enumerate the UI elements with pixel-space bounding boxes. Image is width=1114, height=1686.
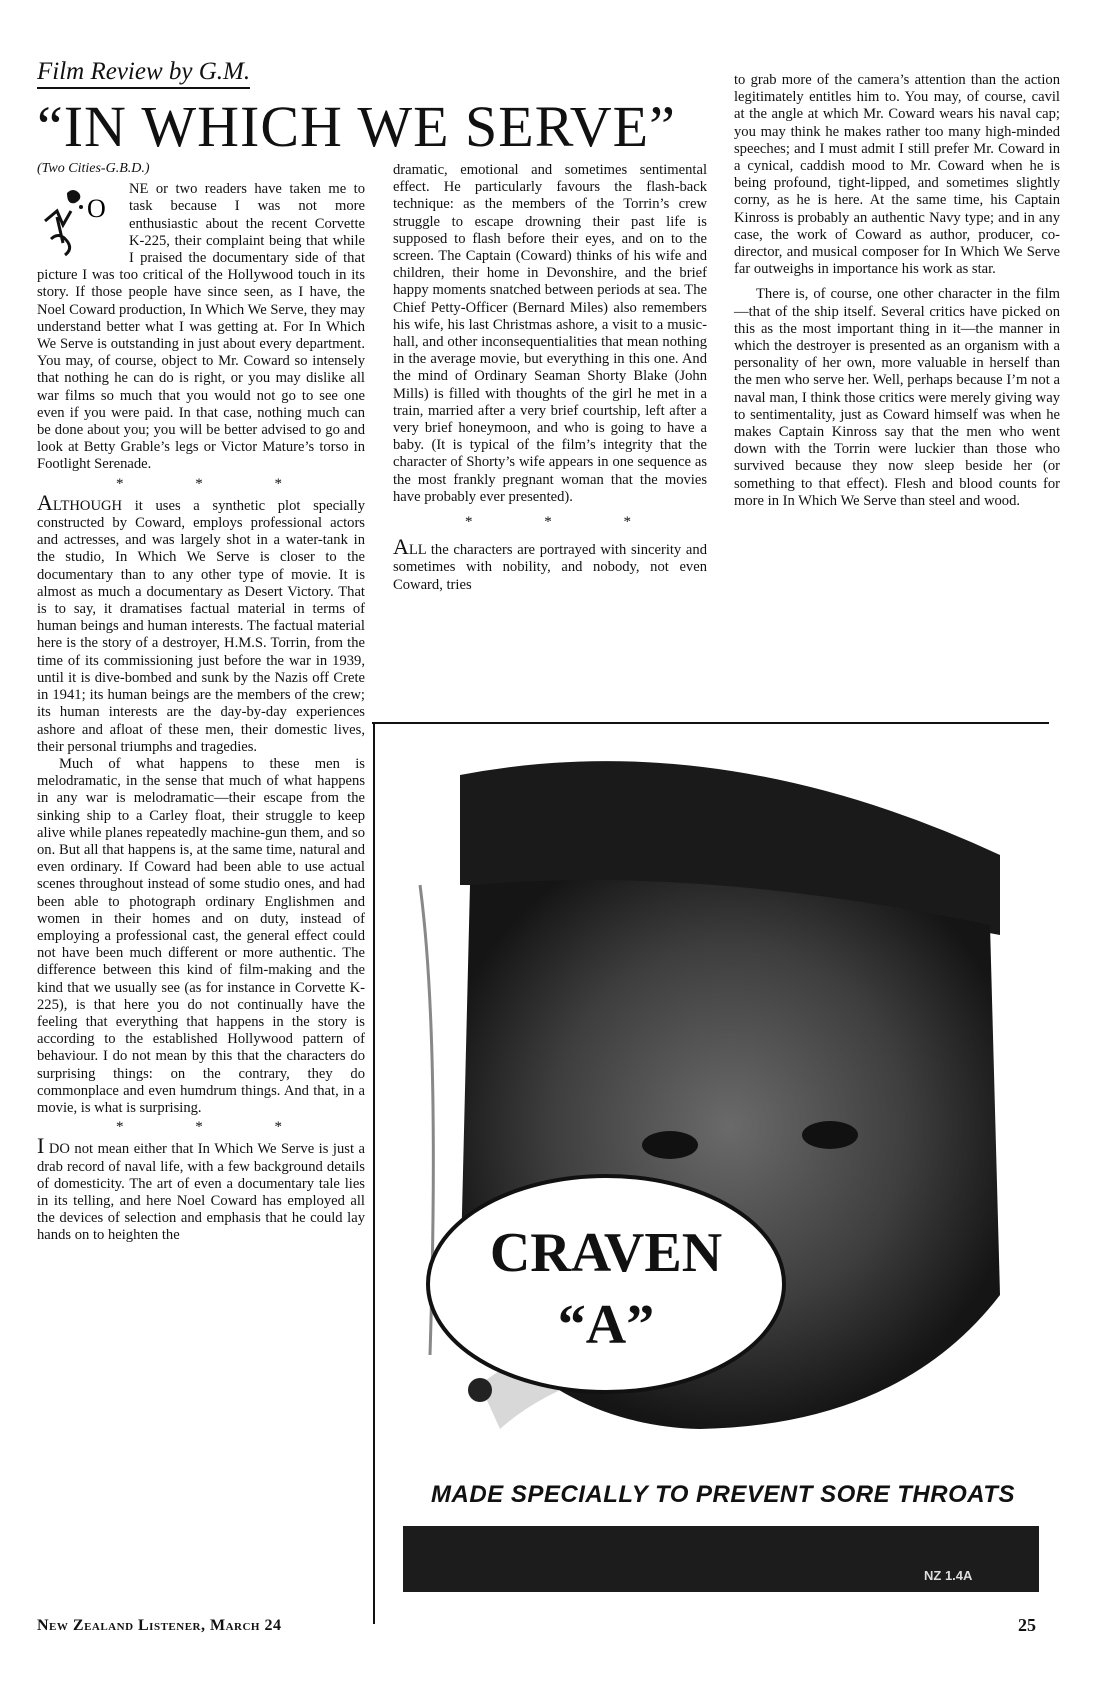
brand-letter: “A” [557,1294,655,1356]
review-kicker: Film Review by G.M. [37,58,250,89]
brand-oval [428,1176,784,1392]
paragraph-text: LTHOUGH it uses a synthetic plot specially constructed by Coward, employs professional actors and actresses, and was largely shot in a water-tank in the studio, In Which We Serve is closer to the documentary than to any other type of movie. It is almost as much a documentary as Desert Victory. That is to say, it dramatises factual material in terms of human beings and human interests. The factual material here is the story of a destroyer, H.M.S. Torrin, from the time of its commissioning just before the war in 1939, until it is dive-bombed and sunk by the Nazis off Crete in 1941; its human beings are the members of the crew; its human interests are the day-by-day experiences ashore and afloat of these men, their domestic lives, their personal triumphs and tragedies. [37,497,365,755]
drop-cap-letter: A [393,534,409,560]
section-break: * * * [465,514,665,531]
paragraph: to grab more of the camera’s attention than the action legitimately entitles him to. You may, of course, cavil at the angle at which Mr. Coward wears his naval cap; you may think he makes rather too many high-minded speeches; and I must admit I still prefer Mr. Coward in a cynical, caddish mood to Mr. Coward when he is being profound, tight-lipped, and sometimes slightly corny, as he is here. At the same time, his Captain Kinross is probably an authentic Navy type; and in any case, the work of Coward as author, producer, co-director, and musical composer for In Which We Serve far outweighs in importance his work as star. [734,72,1060,278]
paragraph: Much of what happens to these men is melodramatic, in the sense that much of what happens in any war is melodramatic—their escape from the sinking ship to a Carley float, their struggle to keep alive while planes repeatedly machine-gun them, and so on. But all that happens is, at the same time, natural and even ordinary. If Coward had been able to use actual scenes throughout instead of some studio ones, and had been able to photograph ordinary Englishmen and women in their homes and on duty, instead of employing a professional cast, the general effect could not have been much different or more authentic. The difference between this kind of film-making and the kind that we usually see (as for instance in Corvette K-225), is that here you do not continually have the feeling that everything that happens in the story is according to the established Hollywood pattern of behaviour. I do not mean by this that the characters do surprising things: on the contrary, they do commonplace and even humdrum things. And that, in a movie, is what is surprising. [37,755,365,1116]
brand-name: CRAVEN [489,1222,723,1284]
paragraph: NE or two readers have taken me to task because I was not more enthusiastic about the recent Corvette K-225, their complaint being that while I praised the documentary side of that picture I was too critical of the Hollywood touch in its story. If those people have since seen, as I have, the Noel Coward production, In Which We Serve, they may understand better what I was getting at. For In Which We Serve is outstanding in just about every department. You may, of course, object to Mr. Coward so intensely that nothing he can do is right, or you may dislike all war films so much that you would not go to see one even if you were paid. In that case, nothing much can be done about you; you will be better advised to go and look at Betty Grable’s legs or Victor Mature’s torso in Footlight Serenade. [37,181,365,473]
film-credit: (Two Cities-G.B.D.) [37,161,150,176]
drop-cap-letter: A [37,489,53,515]
article-column-2 [393,162,707,594]
paragraph-text: LL the characters are portrayed with sincerity and sometimes with nobility, and nobody, not even Coward, tries [393,542,707,593]
paragraph [393,534,707,594]
divider [372,722,1049,724]
article-column-3 [734,72,1060,510]
drop-cap-letter: I [37,1133,45,1159]
paragraph [37,489,365,756]
paragraph: There is, of course, one other character in the film—that of the ship itself. Several critics have picked on this as the most important thing in it—the manner in which the destroyer is presented as an organism with a personality of her own, more valuable in herself than the men who serve her. Well, perhaps because I’m not a naval man, I think those critics were merely giving way to sentimentality, just as Coward himself was when he makes Captain Kinross say that the men who went down with the Torrin were luckier than those who survived because they now sleep beside her (or something to that effect). Flesh and blood counts for more in In Which We Serve than steel and wood. [734,286,1060,509]
ad-code: NZ 1.4A [924,1568,973,1583]
article-column-1 [37,160,365,1245]
page-title: “IN WHICH WE SERVE” [37,94,676,159]
ad-tagline: MADE SPECIALLY TO PREVENT SORE THROATS [431,1481,1015,1508]
advertisement-photo [400,735,1040,1429]
drop-cap-letter: O [87,194,106,224]
paragraph [37,1133,365,1244]
section-break: * * * [116,1119,316,1136]
divider [373,722,375,1624]
decorative-ornament-icon [37,181,123,263]
section-break: * * * [116,475,316,492]
paragraph: dramatic, emotional and sometimes sentimental effect. He particularly favours the flash-back technique: as the members of the Torrin’s crew struggle to escape drowning their past life is supposed to flash before their eyes, and on to the screen. The Captain (Coward) thinks of his wife and children, their home in Devonshire, and the brief happy moments snatched between periods at sea. The Chief Petty-Officer (Bernard Miles) also remembers his wife, his last Christmas ashore, a visit to a music-hall, and other inconsequentialities that mean nothing in the average movie, but everything in this one. And the mind of Ordinary Seaman Shorty Blake (John Mills) is filled with thoughts of the girl he met in a train, married after a very brief courtship, left after a very brief honeymoon, and who is going to have a baby. (It is typical of the film’s integrity that the character of Shorty’s wife appears in one sequence as the most frankly pregnant woman that the movies have probably ever presented). [393,162,707,505]
paragraph-text: DO not mean either that In Which We Serve is just a drab record of naval life, with a few background details of domesticity. The art of even a documentary tale lies in its telling, and here Noel Coward has employed all the devices of selection and emphasis that he could lay hands on to heighten the [37,1141,365,1244]
page-number: 25 [1018,1615,1036,1635]
publication-footer: New Zealand Listener, March 24 [37,1617,282,1634]
